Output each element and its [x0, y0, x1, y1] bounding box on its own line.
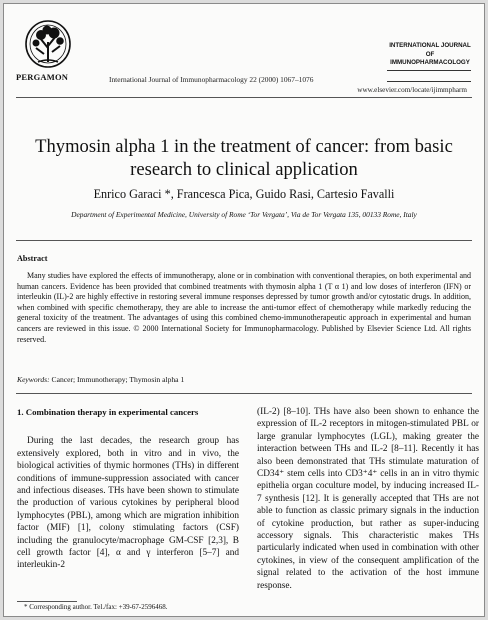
journal-url[interactable]: www.elsevier.com/locate/ijimmpharm	[357, 86, 467, 94]
right-column	[257, 406, 479, 592]
abstract-bottom-rule	[16, 393, 472, 394]
journal-rule	[387, 70, 471, 71]
keywords-label: Keywords:	[17, 375, 50, 384]
journal-name-block	[385, 42, 475, 68]
body-paragraph: During the last decades, the research group has extensively explored, both in vitro and in vivo, the biological activities of thymic hormones (THs) in different conditions of immune-suppression associated with cancer and infectious diseases. THs have been shown to stimulate the production of various cytokines by peripheral blood lymphocytes (PBL), among which are migration inhibition factor (MIF) [1], colony stimulating factors (CSF) including the granulocyte/macrophage GM-CSF [2,3], B cell growth factor [4], α and γ interferon [5–7] and interleukin-2	[17, 436, 239, 571]
left-column	[17, 406, 239, 572]
keywords-line	[17, 375, 184, 384]
abstract-top-rule	[16, 240, 472, 241]
corresponding-author-footnote: * Corresponding author. Tel./fax: +39-67-2596468.	[24, 603, 168, 611]
journal-name-line: OF	[425, 50, 435, 58]
journal-name-line: IMMUNOPHARMACOLOGY	[390, 59, 470, 66]
section-heading: 1. Combination therapy in experimental cancers	[17, 407, 199, 417]
journal-name-line: INTERNATIONAL JOURNAL	[389, 42, 471, 49]
footnote-rule	[17, 601, 77, 602]
abstract-text: Many studies have explored the effects of immunotherapy, alone or in combination with conventional therapies, on both experimental and human cancers. Evidence has been provided that combined treatments with thymosin alpha 1 (T α 1) and low doses of interferon (IFN) or interleukin (IL)-2 are highly effective in restoring several immune responses depressed by tumor growth and/or cytostatic drugs. In addition, when combined with specific chemotherapy, they are able to increase the anti-tumor effect of chemotherapy while markedly reducing the general toxicity of the treatment. The advantages of using this combined chemo-immunotherapeutic approach in experimental and human cancers are reviewed in this issue. © 2000 International Society for Immunopharmacology. Published by Elsevier Science Ltd. All rights reserved.	[17, 271, 471, 344]
journal-citation: International Journal of Immunopharmacology 22 (2000) 1067–1076	[109, 75, 314, 84]
keywords-list: Cancer; Immunotherapy; Thymosin alpha 1	[49, 375, 185, 384]
document-page	[3, 3, 485, 617]
article-authors: Enrico Garaci *, Francesca Pica, Guido Rasi, Cartesio Favalli	[93, 187, 395, 201]
author-affiliation: Department of Experimental Medicine, University of Rome ‘Tor Vergata’, Via de Tor Vergata 135, 00133 Rome, Italy	[71, 210, 417, 219]
journal-rule	[387, 81, 471, 82]
abstract-heading: Abstract	[17, 254, 48, 263]
header-divider	[16, 97, 472, 98]
article-title: Thymosin alpha 1 in the treatment of cancer: from basic research to clinical application	[35, 136, 453, 180]
publisher-logo	[20, 18, 76, 70]
publisher-name: PERGAMON	[16, 72, 69, 82]
body-paragraph: (IL-2) [8–10]. THs have also been shown to enhance the expression of IL-2 receptors in mitogen-stimulated PBL or large granular lymphocytes (LGL), making greater the interaction between THs and IL-2 [8–11]. Recently it has also been demonstrated that THs stimulate maturation of CD34⁺ stem cells into CD3⁺4⁺ cells in an in vitro thymic epithelia organ coculture model, by inducing increased IL-7 synthesis [12]. It is generally accepted that THs are not able to function as classic primary signals in the induction of cytokine production, but rather as super-inducing accessory signals. This characteristic makes THs particularly indicated when used in combination with other cytokines, in view of the consequent amplification of the signal related to the activation of the host immune response.	[257, 407, 479, 591]
